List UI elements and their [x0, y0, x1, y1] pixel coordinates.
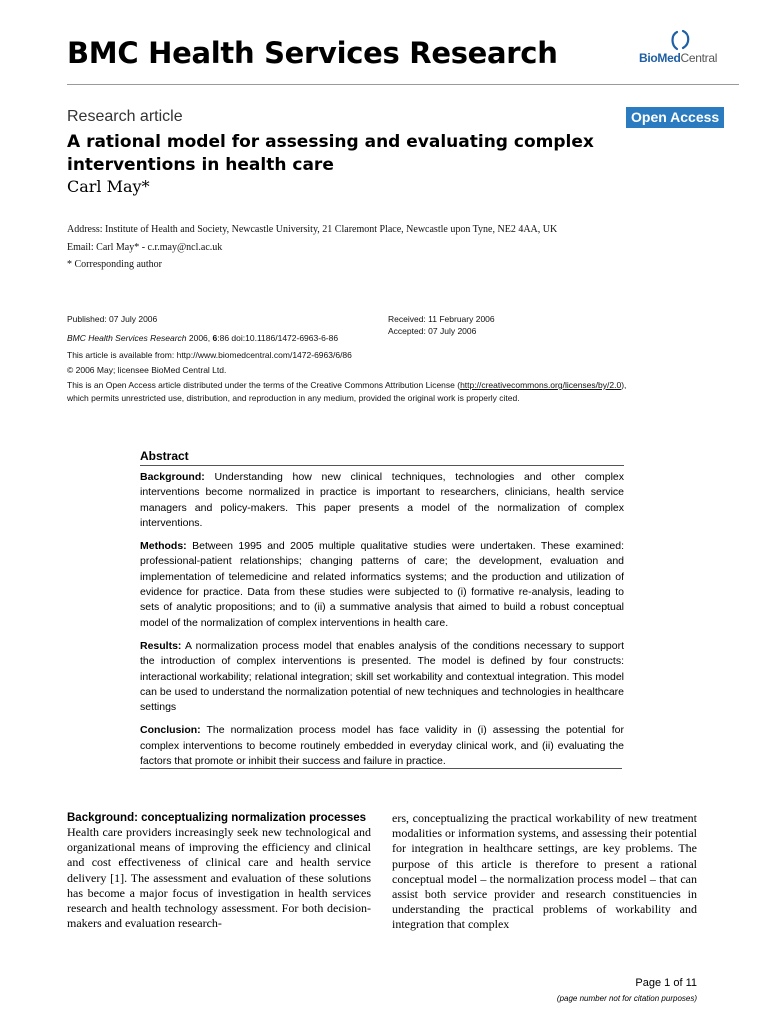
journal-title: BMC Health Services Research [67, 36, 558, 70]
abstract-bottom-divider [140, 768, 622, 769]
biomed-central-logo-icon [670, 30, 694, 52]
corresponding-note: * Corresponding author [67, 259, 162, 270]
author-address: Address: Institute of Health and Society, Newcastle University, 21 Claremont Place, Newcastle upon Tyne, NE2 4AA, UK [67, 224, 558, 235]
body-column-right [392, 811, 697, 933]
published-date: Published: 07 July 2006 [67, 314, 158, 324]
abstract-label: Conclusion: [140, 724, 201, 737]
author-name: Carl May* [67, 177, 150, 196]
license-line-2: which permits unrestricted use, distribution, and reproduction in any medium, provided the original work is properly cited. [67, 393, 520, 403]
article-title: A rational model for assessing and evaluating complex interventions in health care [67, 132, 594, 175]
page-number: Page 1 of 11 [635, 977, 697, 989]
license-suffix: ), [621, 380, 627, 390]
publisher-logo[interactable] [636, 30, 740, 70]
logo-biomed-text: BioMed [639, 51, 681, 65]
page-note: (page number not for citation purposes) [556, 994, 697, 1003]
abstract-results: Results: A normalization process model that enables analysis of the conditions necessary to support the introduction of complex interventions is presented. The model is defined by four constructs: interactional workability; relational integration; skill set workability and contextual integration. This model can be used to understand the normalization potential of new techniques and technologies in healthcare settings [140, 639, 624, 714]
body-column-left [67, 811, 371, 931]
citation-volume: 6 [212, 333, 218, 343]
citation-doi: :86 doi:10.1186/1472-6963-6-86 [217, 333, 339, 343]
citation-year: 2006, [186, 333, 213, 343]
abstract-methods: Methods: Between 1995 and 2005 multiple qualitative studies were undertaken. These examined: professional-patient relationships; changing patterns of care; the development, evaluation and implementation of telemedicine and related informatics systems; and the production and utilization of evidence for practice. Data from these studies were subjected to (i) formative re-analysis, leading to sets of analytic propositions; and to (ii) a summative analysis that aimed to build a robust conceptual model of the normalization of complex interventions in health care. [140, 540, 624, 629]
logo-central-text: Central [680, 51, 718, 65]
body-paragraph: Health care providers increasingly seek new technological and organizational means of improving the efficiency and clinical and cost effectiveness of clinical care and health service delivery [1]. The assessment and evaluation of these solutions has become a major focus of investigation in health services research and health technology assessment. For both decision-makers and evaluation research- [67, 825, 371, 931]
abstract-label: Methods: [140, 540, 187, 553]
section-heading: Background: conceptualizing normalization processes [67, 812, 367, 824]
author-email[interactable]: Email: Carl May* - c.r.may@ncl.ac.uk [67, 242, 223, 253]
copyright-line: © 2006 May; licensee BioMed Central Ltd. [67, 365, 227, 375]
article-type: Research article [67, 108, 183, 125]
header-divider [67, 84, 739, 85]
body-paragraph: ers, conceptualizing the practical workability of new treatment modalities or information systems, and assessing their potential for integration in healthcare settings, are key problems. The purpose of this article is therefore to present a rational conceptual model – the normalization process model – that can assist both service provider and research constituencies in understanding the practical problems of workability and integration that complex [392, 811, 697, 932]
license-link[interactable]: http://creativecommons.org/licenses/by/2.0 [460, 380, 622, 390]
accepted-date: Accepted: 07 July 2006 [388, 326, 477, 336]
received-date: Received: 11 February 2006 [388, 314, 495, 324]
open-access-badge[interactable]: Open Access [626, 107, 724, 128]
abstract-label: Results: [140, 639, 182, 652]
abstract-divider [140, 465, 624, 466]
abstract-conclusion: Conclusion: The normalization process model has face validity in (i) assessing the potential for complex interventions to become routinely embedded in everyday clinical work, and (ii) evaluating the factors that promote or inhibit their success and failure in practice. [140, 724, 624, 768]
abstract-label: Background: [140, 471, 205, 483]
abstract-heading: Abstract [140, 449, 189, 463]
license-line [67, 380, 626, 390]
abstract-background: Background: Understanding how new clinical techniques, technologies and other complex interventions become normalized in practice is important to researchers, clinicians, health service managers and policy-makers. This paper presents a model of the normalization of complex interventions. [140, 471, 624, 529]
license-prefix: This is an Open Access article distributed under the terms of the Creative Commons Attribution License ( [67, 380, 461, 390]
article-url[interactable]: This article is available from: http://www.biomedcentral.com/1472-6963/6/86 [67, 350, 352, 360]
citation-line [67, 333, 338, 343]
citation-journal: BMC Health Services Research [67, 333, 187, 343]
abstract-box [140, 449, 624, 777]
